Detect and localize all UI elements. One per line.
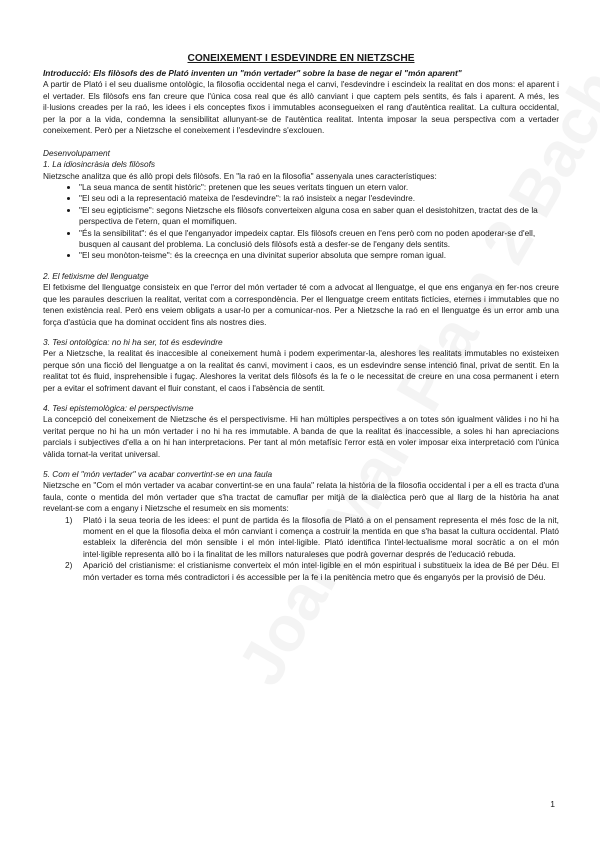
list-item: • "És la sensibilitat": és el que l'enganyador impedeix captar. Els filòsofs creuen en l'ens però com no poden apoderar-se d'ell, busquen al causant del problema. La conclusió dels filòsofs està a desfer-se de l'engany dels sentits. — [79, 228, 559, 251]
list-item: • "El seu monòton-teisme": és la creecnça en una divinitat superior absoluta que sempre roman igual. — [79, 250, 559, 261]
document-page — [43, 52, 559, 583]
list-item: • "El seu odi a la representació mateixa de l'esdevindre": la raó insisteix a negar l'esdevindre. — [79, 193, 559, 204]
list-item — [65, 560, 559, 583]
list-item — [65, 514, 559, 561]
intro-paragraph: A partir de Plató i el seu dualisme ontològic, la filosofia occidental nega el canvi, l'esdevindre i escindeix la realitat en dos mons: el aparent i el vertader. Els filòsofs ens fan creure que l'única cosa real que és allò canviant i que captem pels sentits, és fals i aparent. A més, les il·lusions creades per la raó, les idees i els conceptes fixos i immutables aconsegueixen el rang d'autèntica realitat. La cultura occidental, per la por a la vida, condemna la sensibilitat allunyant-se de l'autèntica realitat. Intenta imposar la seua perspectiva com a vertader coneixement. Però per a Nietzsche el coneixement i l'esdevindre s'exclouen. — [43, 79, 559, 136]
section5-heading: 5. Com el "món vertader" va acabar convertint-se en una faula — [43, 468, 273, 479]
list-item-number: 1) — [65, 514, 73, 525]
section1-bullets — [43, 182, 559, 262]
section3-heading: 3. Tesi ontològica: no hi ha ser, tot és esdevindre — [43, 336, 223, 347]
section1-heading: 1. La idiosincràsia dels filòsofs — [43, 159, 156, 170]
list-item-number: 2) — [65, 560, 73, 571]
page-number: 1 — [550, 799, 555, 809]
list-item-text: Plató i la seua teoria de les idees: el punt de partida és la filosofia de Plató a on el pensament representa el més fosc de la nit, moment en el que la filosofia deixa el món canviant i comença a costruir la mentida en que s'ha basat la cultura occidental. Plató estableix la diferència del món sensible i el món intel·ligible. Plató identifica l'intel·lectualisme moral socràtic a on el món intel·ligible representa allò bo i la finalitat de les millors naturaleses que podrà governar després de l'educació rebuda. — [83, 514, 559, 559]
intro-heading: Introducció: Els filòsofs des de Plató inventen un "món vertader" sobre la base de negar el "món aparent" — [43, 68, 462, 78]
list-item-text: Aparició del cristianisme: el cristianisme converteix el món intel·ligible en el món espiritual i substitueix la idea de Bé per Déu. El món vertader es torna més contradictori i és accessible per la fe i la penitència metro que és enganyós per la provisió de Déu. — [83, 560, 559, 582]
section4-heading: 4. Tesi epistemològica: el perspectivisme — [43, 402, 194, 413]
development-label: Desenvolupament — [43, 147, 110, 158]
section2-heading: 2. El fetixisme del llenguatge — [43, 270, 149, 281]
section4-paragraph: La concepció del coneixement de Nietzsche és el perspectivisme. Hi han múltiples perspectives a on totes són igualment vàlides i no hi ha veritat perque no hi ha un món vertader i no hi ha res immutable. A banda de que la realitat és inaccessible, a soles hi han apreciacions parcials i subjectives d'ella a on hi han interpretacions. Per tant al món metafísic l'error està en voler imposar eixa interpretació com l'única vàlida tornat-la veritat universal. — [43, 414, 559, 459]
section1-intro: Nietzsche analitza que és allò propi dels filòsofs. En "la raó en la filosofia" assenyala unes característiques: — [43, 170, 437, 181]
section2-paragraph: El fetixisme del llenguatge consisteix en que l'error del món vertader té com a advocat al llenguatge, el que ens enganya en fer-nos creure que les paraules descriuen la realitat, veritat com a correspondència. Per el llenguatge creem entitats fictícies, eternes i immutables que no tenen existència real. Però ens veiem obligats a usar-lo per a comunicar-nos. Per a Nietzsche la raó en el llenguatge és un error amb una força d'astúcia que ha dominat occident fins als nostres dies. — [43, 282, 559, 327]
list-item: • "El seu egipticisme": segons Nietzsche els filòsofs converteixen alguna cosa en saber quan el desistohitzen, tractat des de la perspectiva de l'etern, quan el momifiquen. — [79, 205, 559, 228]
page-title: CONEIXEMENT I ESDEVINDRE EN NIETZSCHE — [187, 53, 415, 64]
list-item: • "La seua manca de sentit històric": pretenen que les seues veritats tinguen un etern valor. — [79, 182, 559, 193]
section3-paragraph: Per a Nietzsche, la realitat és inaccesible al coneixement humà i podem experimentar-la, aleshores les realitats immutables no existeixen perque són una ficció del llenguatge a on la realitat és canvi, moviment i caos, es un esdevindre sense intenció final, privat de sentit. En la realitat tot és fluid, insprehensible i fugaç. Aleshores la veritat dels filòsofs és la fe o le necessitat de creure en una cosa permanent i etern per a evitar el sofriment davant el fluir constant, el caos i l'absència de sentit. — [43, 348, 559, 393]
section5-paragraph: Nietzsche en "Com el món vertader va acabar convertint-se en una faula" relata la història de la filosofia occidental i per a ell es tracta d'una faula, conte o mentida del món vertader que s'ha tractat de camuflar per mitjà de la dialèctica però que al llarg de la història ha anat revelant-se com a engany i Nietzsche el resumeix en sis moments: — [43, 480, 559, 514]
section5-list — [43, 515, 559, 583]
